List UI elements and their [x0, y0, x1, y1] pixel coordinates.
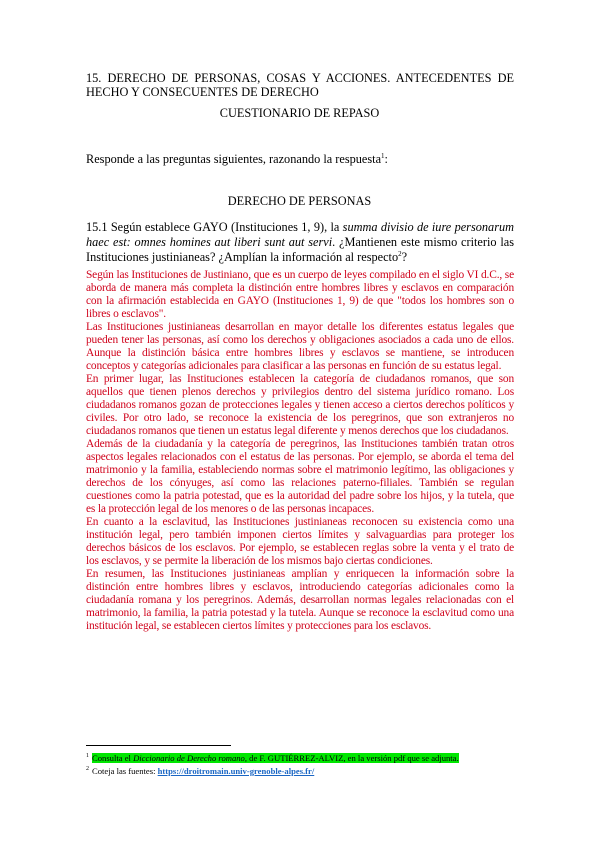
footnote-1-number: 1	[86, 753, 89, 760]
instruction-body: Responde a las preguntas siguientes, razonando la respuesta	[86, 152, 382, 166]
footnote-2-number: 2	[86, 766, 89, 773]
instruction-end: :	[384, 152, 388, 166]
question-latin-quote: summa divisio de iure personarum haec est: omnes homines aut liberi sunt aut servi	[86, 220, 515, 249]
footnote-1-title: Diccionario de Derecho romano	[133, 753, 245, 763]
footnote-1-highlight	[92, 753, 459, 763]
footnotes	[86, 752, 526, 778]
answer-paragraph: En resumen, las Instituciones justinianeas amplían y enriquecen la información sobre la distinción entre hombres libres y esclavos, introduciendo categorías adicionales como la ciudadanía romana y los peregrinos. Además, desarrollan normas legales relacionadas con el matrimonio, la familia, la patria potestad y la tutela. Aunque se reconoce la esclavitud como una institución legal, se establecen ciertos límites y protecciones para los esclavos.	[86, 568, 514, 632]
footnote-separator	[86, 745, 231, 746]
footnote-1-before: Consulta el	[92, 753, 134, 763]
question-end: ?	[401, 250, 408, 264]
question-lead: 15.1 Según establece GAYO (Instituciones 1, 9), la	[86, 220, 343, 234]
document-heading: 15. DERECHO DE PERSONAS, COSAS Y ACCIONES. ANTECEDENTES DE HECHO Y CONSECUENTES DE DERECHO	[86, 71, 514, 99]
document-subtitle: CUESTIONARIO DE REPASO	[219, 106, 380, 120]
answer-block	[86, 269, 514, 633]
instruction-text	[86, 152, 514, 166]
answer-paragraph: Según las Instituciones de Justiniano, que es un cuerpo de leyes compilado en el siglo VI d.C., se aborda de manera más completa la distinción entre hombres libres y esclavos en comparación con la afirmación establecida en GAYO (Instituciones 1, 9) de que "todos los hombres son o libres o esclavos".	[86, 269, 514, 320]
footnote-2	[86, 765, 526, 778]
answer-paragraph: Además de la ciudadanía y la categoría de peregrinos, las Instituciones también tratan otros aspectos legales relacionados con el estatus de las personas. Por ejemplo, se aborda el tema del matrimonio y la familia, estableciendo normas sobre el matrimonio legítimo, las obligaciones y derechos de los cónyuges, así como las relaciones paterno-filiales. También se regulan cuestiones como la patria potestad, que es la autoridad del padre sobre los hijos, y la tutela, que es la protección legal de los menores o de las personas incapaces.	[86, 438, 514, 515]
question-tail: . ¿Mantienen este mismo criterio las Instituciones justinianeas? ¿Amplían la información al respecto	[86, 235, 514, 264]
footnote-2-text: Coteja las fuentes:	[92, 766, 158, 776]
footnote-ref-1[interactable]: 1	[381, 151, 385, 160]
footnote-1	[86, 752, 526, 765]
question-15-1	[86, 220, 514, 265]
footnote-2-link[interactable]: https://droitromain.univ-grenoble-alpes.fr/	[157, 766, 315, 776]
answer-paragraph: Las Instituciones justinianeas desarrollan en mayor detalle los diferentes estatus legales que pueden tener las personas, así como los derechos y obligaciones asociados a cada uno de ellos. Aunque la distinción básica entre hombres libres y esclavos se mantiene, se introducen conceptos y categorías adicionales para clasificar a las personas en función de su estatus legal.	[86, 321, 514, 372]
answer-paragraph: En primer lugar, las Instituciones establecen la categoría de ciudadanos romanos, que son aquellos que tienen plenos derechos y privilegios dentro del sistema jurídico romano. Los ciudadanos romanos gozan de protecciones legales y tienen acceso a ciertos derechos políticos y civiles. Por otro lado, se reconoce la existencia de los peregrinos, que son extranjeros no ciudadanos romanos que tienen un estatus legal diferente y menos derechos que los ciudadanos.	[86, 373, 514, 437]
answer-paragraph: En cuanto a la esclavitud, las Instituciones justinianeas reconocen su existencia como una institución legal, pero también imponen ciertos límites y salvaguardias para proteger los derechos básicos de los esclavos. Por ejemplo, se establecen reglas sobre la venta y el trato de los esclavos, y se permite la liberación de los mismos bajo ciertas condiciones.	[86, 516, 514, 567]
footnote-1-after: , de F. GUTIÉRREZ-ALVIZ, en la versión pdf que se adjunta.	[244, 753, 459, 763]
footnote-ref-2[interactable]: 2	[398, 249, 402, 258]
section-title: DERECHO DE PERSONAS	[227, 194, 372, 208]
